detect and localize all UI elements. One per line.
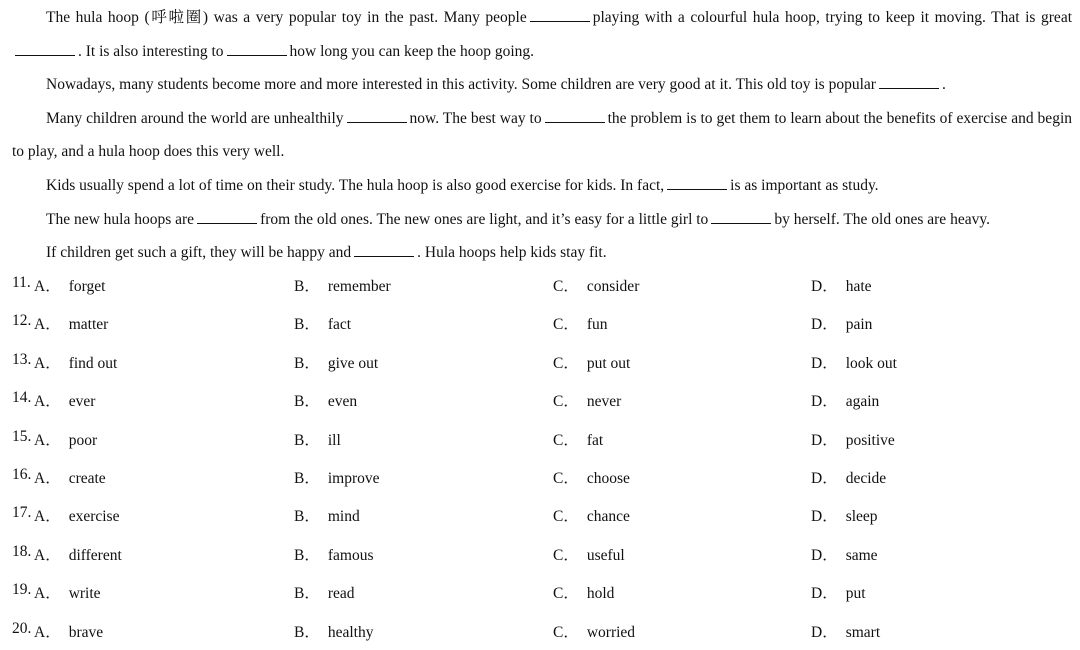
option-letter: C． [553, 623, 579, 641]
option-text: smart [845, 623, 881, 641]
answer-blank [879, 74, 939, 89]
option-text: different [68, 546, 122, 564]
option-b[interactable] [294, 351, 378, 373]
option-d[interactable] [811, 389, 879, 411]
option-a[interactable] [34, 351, 117, 373]
option-letter: D． [811, 585, 838, 603]
option-letter: B． [294, 278, 320, 295]
option-c[interactable] [553, 620, 635, 642]
option-letter: D． [811, 431, 838, 449]
option-text: improve [327, 469, 380, 487]
option-letter: B． [294, 469, 320, 487]
option-text: useful [586, 546, 625, 564]
option-text: worried [586, 623, 636, 641]
option-c[interactable] [553, 543, 625, 565]
option-d[interactable] [811, 620, 880, 642]
option-letter: B． [294, 431, 320, 449]
option-text: healthy [327, 623, 374, 641]
option-text: matter [68, 316, 109, 334]
option-letter: C． [553, 585, 579, 603]
option-text: famous [327, 546, 374, 564]
option-text: give out [327, 354, 379, 372]
option-d[interactable] [811, 428, 895, 450]
option-letter: C． [553, 431, 579, 449]
option-letter: A． [34, 431, 61, 449]
option-letter: D． [811, 278, 838, 295]
option-letter: B． [294, 354, 320, 372]
option-b[interactable] [294, 274, 391, 296]
option-text: look out [845, 354, 897, 372]
option-letter: D． [811, 469, 838, 487]
option-letter: A． [34, 316, 61, 334]
passage-text: . [941, 76, 946, 94]
question-row-14 [12, 381, 1072, 419]
option-a[interactable] [34, 312, 108, 334]
option-c[interactable] [553, 466, 630, 488]
option-d[interactable] [811, 312, 872, 334]
option-letter: A． [34, 546, 61, 564]
option-c[interactable] [553, 351, 630, 373]
question-row-17 [12, 496, 1072, 534]
passage-paragraph-1 [12, 1, 1072, 68]
passage-text: Nowadays, many students become more and more interested in this activity. Some children are very good at it. This old toy is popular [46, 76, 876, 94]
option-letter: D． [811, 623, 838, 641]
option-b[interactable] [294, 504, 360, 526]
option-d[interactable] [811, 351, 897, 373]
option-letter: C． [553, 546, 579, 564]
option-text: decide [845, 469, 887, 487]
question-options [12, 266, 1072, 650]
option-text: same [845, 546, 878, 564]
option-letter: D． [811, 508, 838, 526]
option-text: pain [845, 316, 873, 334]
option-letter: B． [294, 623, 320, 641]
option-text: hate [845, 278, 872, 295]
option-text: mind [327, 508, 360, 526]
option-a[interactable] [34, 504, 119, 526]
option-letter: A． [34, 508, 61, 526]
passage-text: The hula hoop (呼啦圈) was a very popular toy in the past. Many people [46, 9, 527, 26]
option-b[interactable] [294, 466, 380, 488]
option-letter: A． [34, 623, 61, 641]
option-text: exercise [68, 508, 120, 526]
question-number: 12. [12, 312, 32, 330]
passage-text: by herself. The old ones are heavy. [774, 210, 990, 228]
option-b[interactable] [294, 620, 373, 642]
option-letter: B． [294, 393, 320, 411]
option-b[interactable] [294, 428, 341, 450]
question-number: 15. [12, 427, 32, 445]
passage-text: The new hula hoops are [46, 210, 195, 228]
passage-paragraph-6 [12, 236, 1072, 270]
passage-text: how long you can keep the hoop going. [289, 42, 535, 60]
option-letter: A． [34, 354, 61, 372]
option-text: forget [68, 278, 106, 295]
question-number: 14. [12, 389, 32, 407]
passage-text: from the old ones. The new ones are light, and it’s easy for a little girl to [260, 210, 709, 228]
option-text: hold [586, 585, 615, 603]
option-letter: C． [553, 508, 579, 526]
option-a[interactable] [34, 466, 106, 488]
option-letter: C． [553, 469, 579, 487]
question-number: 11. [12, 274, 31, 291]
option-text: consider [586, 278, 640, 295]
option-letter: A． [34, 278, 61, 295]
option-c[interactable] [553, 389, 621, 411]
question-row-11 [12, 266, 1072, 304]
passage-text: is as important as study. [730, 176, 879, 194]
option-a[interactable] [34, 428, 97, 450]
option-c[interactable] [553, 504, 630, 526]
question-row-12 [12, 304, 1072, 342]
option-text: fat [586, 431, 604, 449]
question-number: 18. [12, 542, 32, 560]
option-c[interactable] [553, 312, 608, 334]
option-text: remember [327, 278, 391, 295]
answer-blank [530, 7, 590, 22]
option-letter: A． [34, 585, 61, 603]
question-number: 19. [12, 581, 32, 599]
option-text: again [845, 393, 880, 411]
option-text: brave [68, 623, 104, 641]
answer-blank [15, 41, 75, 56]
option-letter: D． [811, 354, 838, 372]
passage-paragraph-2 [12, 68, 1072, 102]
option-a[interactable] [34, 274, 105, 296]
answer-blank [711, 209, 771, 224]
option-text: fun [586, 316, 608, 334]
option-letter: A． [34, 469, 61, 487]
passage-text: . It is also interesting to [78, 42, 224, 60]
option-text: create [68, 469, 106, 487]
option-c[interactable] [553, 581, 614, 603]
option-letter: B． [294, 316, 320, 334]
option-c[interactable] [553, 274, 639, 296]
passage-text: If children get such a gift, they will be happy and [46, 244, 352, 262]
question-row-18 [12, 535, 1072, 573]
option-text: put out [586, 354, 631, 372]
question-number: 16. [12, 465, 32, 483]
option-b[interactable] [294, 581, 355, 603]
option-text: find out [68, 354, 118, 372]
option-text: poor [68, 431, 98, 449]
answer-blank [227, 41, 287, 56]
passage-text: now. The best way to [409, 109, 542, 127]
option-letter: D． [811, 546, 838, 564]
option-letter: A． [34, 393, 61, 411]
option-text: read [327, 585, 355, 603]
answer-blank [197, 209, 257, 224]
option-letter: C． [553, 316, 579, 334]
passage-text: playing with a colourful hula hoop, trying to keep it moving. That is great [592, 9, 1073, 26]
option-d[interactable] [811, 504, 878, 526]
option-c[interactable] [553, 428, 603, 450]
option-a[interactable] [34, 389, 95, 411]
question-row-20 [12, 612, 1072, 650]
option-letter: C． [553, 354, 579, 372]
answer-blank [347, 108, 407, 123]
option-d[interactable] [811, 274, 872, 296]
option-text: chance [586, 508, 630, 526]
answer-blank [667, 175, 727, 190]
question-row-16 [12, 458, 1072, 496]
passage-paragraph-3 [12, 102, 1072, 169]
answer-blank [545, 108, 605, 123]
passage-text: . Hula hoops help kids stay fit. [417, 244, 607, 262]
question-row-15 [12, 420, 1072, 458]
option-b[interactable] [294, 389, 357, 411]
question-row-13 [12, 343, 1072, 381]
option-b[interactable] [294, 543, 373, 565]
option-d[interactable] [811, 543, 878, 565]
option-text: sleep [845, 508, 878, 526]
option-letter: C． [553, 278, 579, 295]
option-text: put [845, 585, 866, 603]
option-text: never [586, 393, 622, 411]
option-letter: B． [294, 508, 320, 526]
option-b[interactable] [294, 312, 351, 334]
question-number: 13. [12, 350, 32, 368]
passage-text: the problem is to get them to learn about the benefits of exercise and begin to play, and a hula hoop does this very well. [12, 109, 1072, 161]
passage-paragraph-5 [12, 203, 1072, 237]
option-d[interactable] [811, 466, 886, 488]
option-letter: D． [811, 393, 838, 411]
option-a[interactable] [34, 620, 103, 642]
passage-text: Kids usually spend a lot of time on their study. The hula hoop is also good exercise for kids. In fact, [46, 176, 665, 194]
option-text: even [327, 393, 358, 411]
question-row-19 [12, 573, 1072, 611]
option-text: write [68, 585, 101, 603]
option-text: fact [327, 316, 352, 334]
option-letter: C． [553, 393, 579, 411]
option-letter: B． [294, 585, 320, 603]
option-a[interactable] [34, 543, 122, 565]
question-number: 17. [12, 504, 32, 522]
option-text: ill [327, 431, 341, 449]
option-letter: D． [811, 316, 838, 334]
option-letter: B． [294, 546, 320, 564]
passage-paragraph-4 [12, 169, 1072, 203]
option-a[interactable] [34, 581, 101, 603]
option-text: ever [68, 393, 96, 411]
answer-blank [354, 242, 414, 257]
option-text: choose [586, 469, 630, 487]
passage-text: Many children around the world are unhealthily [46, 109, 344, 127]
question-number: 20. [12, 619, 32, 637]
option-d[interactable] [811, 581, 866, 603]
cloze-passage [12, 1, 1072, 270]
option-text: positive [845, 431, 895, 449]
